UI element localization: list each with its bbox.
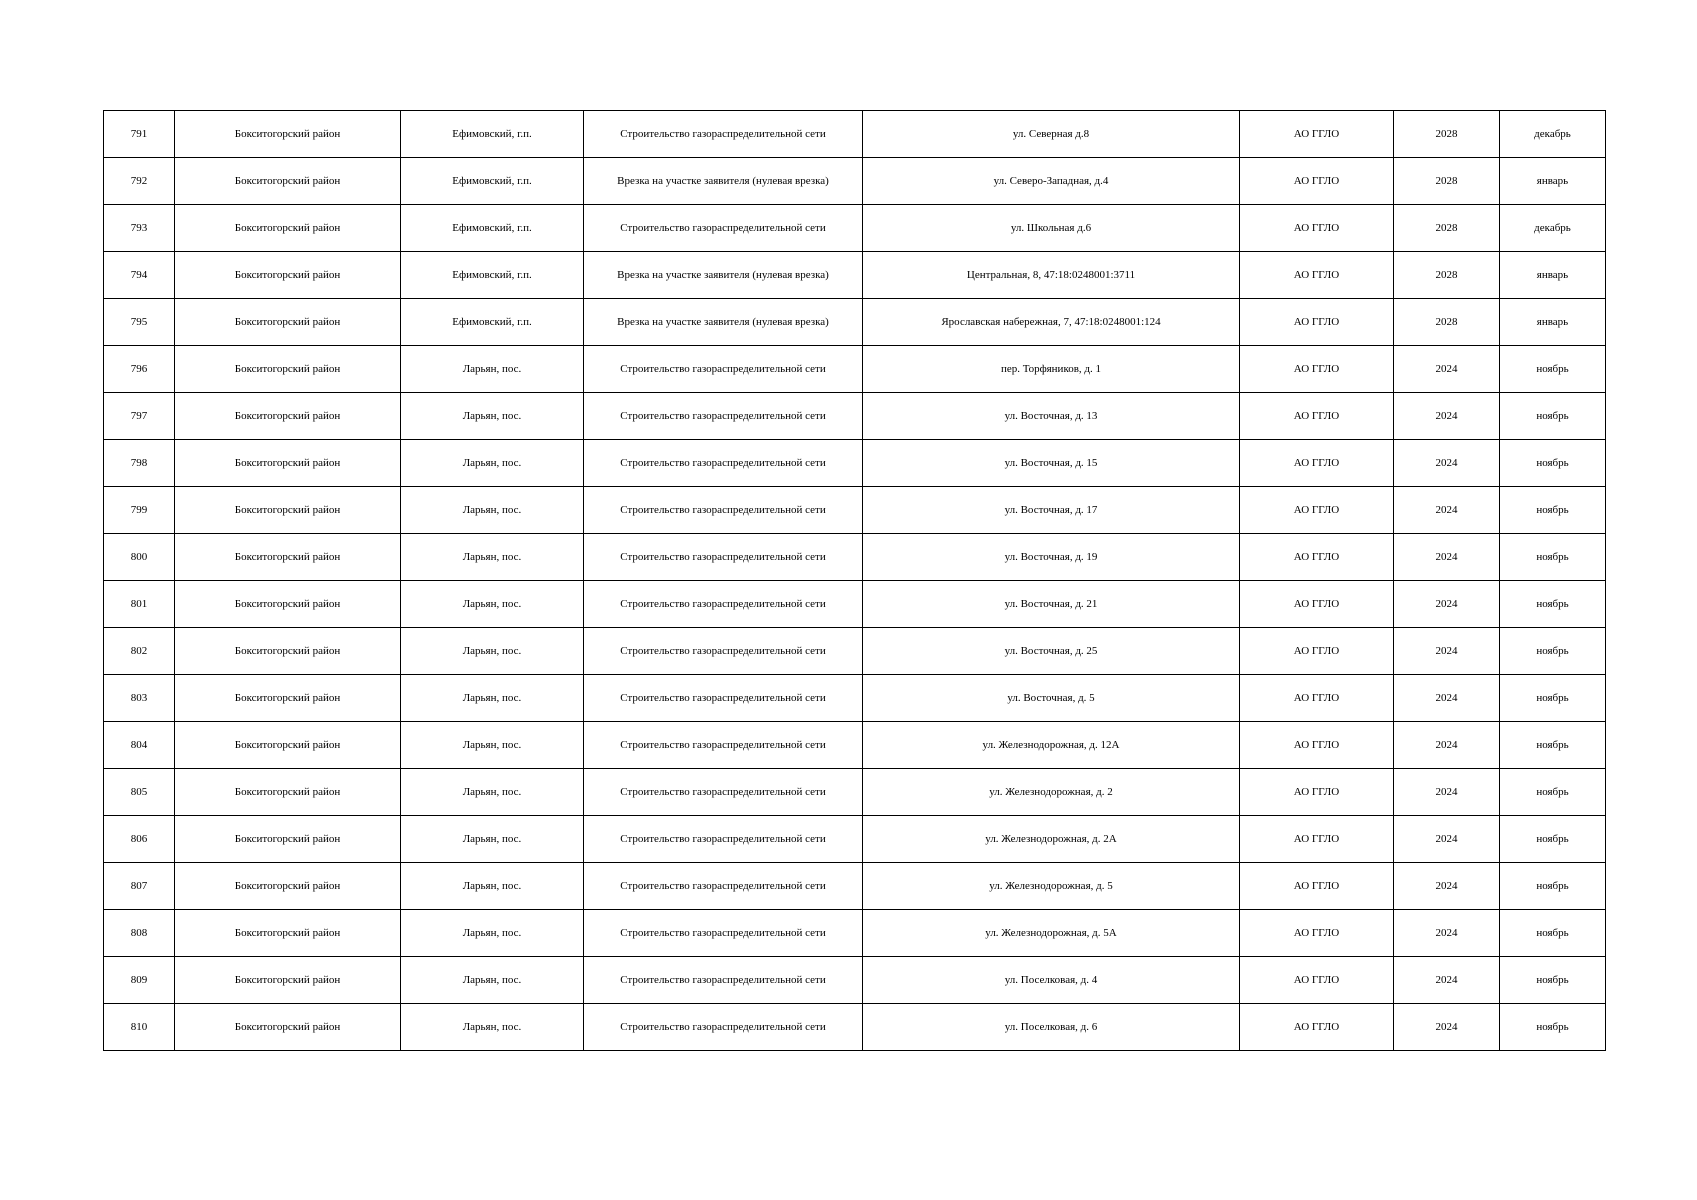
address-cell: ул. Железнодорожная, д. 2 bbox=[863, 769, 1240, 816]
organization-cell: АО ГГЛО bbox=[1240, 581, 1394, 628]
organization-cell: АО ГГЛО bbox=[1240, 158, 1394, 205]
address-cell: ул. Восточная, д. 15 bbox=[863, 440, 1240, 487]
work-type-cell: Строительство газораспределительной сети bbox=[584, 675, 863, 722]
settlement-cell: Ларьян, пос. bbox=[401, 675, 584, 722]
row-number-cell: 799 bbox=[104, 487, 175, 534]
organization-cell: АО ГГЛО bbox=[1240, 252, 1394, 299]
table-row bbox=[104, 910, 1606, 957]
work-type-cell: Врезка на участке заявителя (нулевая врезка) bbox=[584, 299, 863, 346]
work-type-cell: Строительство газораспределительной сети bbox=[584, 440, 863, 487]
address-cell: ул. Восточная, д. 19 bbox=[863, 534, 1240, 581]
table-row bbox=[104, 299, 1606, 346]
settlement-cell: Ларьян, пос. bbox=[401, 487, 584, 534]
row-number-cell: 808 bbox=[104, 910, 175, 957]
table-row bbox=[104, 722, 1606, 769]
organization-cell: АО ГГЛО bbox=[1240, 111, 1394, 158]
table-row bbox=[104, 769, 1606, 816]
settlement-cell: Ларьян, пос. bbox=[401, 722, 584, 769]
year-cell: 2028 bbox=[1394, 158, 1500, 205]
year-cell: 2024 bbox=[1394, 957, 1500, 1004]
work-type-cell: Строительство газораспределительной сети bbox=[584, 205, 863, 252]
month-cell: ноябрь bbox=[1500, 628, 1606, 675]
settlement-cell: Ефимовский, г.п. bbox=[401, 205, 584, 252]
district-cell: Бокситогорский район bbox=[175, 440, 401, 487]
district-cell: Бокситогорский район bbox=[175, 910, 401, 957]
organization-cell: АО ГГЛО bbox=[1240, 205, 1394, 252]
organization-cell: АО ГГЛО bbox=[1240, 346, 1394, 393]
work-type-cell: Строительство газораспределительной сети bbox=[584, 769, 863, 816]
settlement-cell: Ларьян, пос. bbox=[401, 910, 584, 957]
address-cell: ул. Поселковая, д. 4 bbox=[863, 957, 1240, 1004]
address-cell: ул. Восточная, д. 21 bbox=[863, 581, 1240, 628]
district-cell: Бокситогорский район bbox=[175, 722, 401, 769]
row-number-cell: 793 bbox=[104, 205, 175, 252]
district-cell: Бокситогорский район bbox=[175, 299, 401, 346]
address-cell: Центральная, 8, 47:18:0248001:3711 bbox=[863, 252, 1240, 299]
table-row bbox=[104, 393, 1606, 440]
settlement-cell: Ларьян, пос. bbox=[401, 628, 584, 675]
organization-cell: АО ГГЛО bbox=[1240, 769, 1394, 816]
row-number-cell: 800 bbox=[104, 534, 175, 581]
table-row bbox=[104, 863, 1606, 910]
work-type-cell: Строительство газораспределительной сети bbox=[584, 910, 863, 957]
month-cell: январь bbox=[1500, 299, 1606, 346]
year-cell: 2024 bbox=[1394, 581, 1500, 628]
address-cell: ул. Восточная, д. 13 bbox=[863, 393, 1240, 440]
organization-cell: АО ГГЛО bbox=[1240, 722, 1394, 769]
table-row bbox=[104, 158, 1606, 205]
work-type-cell: Строительство газораспределительной сети bbox=[584, 534, 863, 581]
district-cell: Бокситогорский район bbox=[175, 393, 401, 440]
work-type-cell: Строительство газораспределительной сети bbox=[584, 628, 863, 675]
settlement-cell: Ефимовский, г.п. bbox=[401, 252, 584, 299]
district-cell: Бокситогорский район bbox=[175, 581, 401, 628]
work-type-cell: Строительство газораспределительной сети bbox=[584, 1004, 863, 1051]
district-cell: Бокситогорский район bbox=[175, 816, 401, 863]
settlement-cell: Ларьян, пос. bbox=[401, 534, 584, 581]
row-number-cell: 792 bbox=[104, 158, 175, 205]
address-cell: ул. Поселковая, д. 6 bbox=[863, 1004, 1240, 1051]
settlement-cell: Ларьян, пос. bbox=[401, 581, 584, 628]
year-cell: 2024 bbox=[1394, 1004, 1500, 1051]
year-cell: 2028 bbox=[1394, 252, 1500, 299]
month-cell: ноябрь bbox=[1500, 863, 1606, 910]
month-cell: ноябрь bbox=[1500, 534, 1606, 581]
address-cell: ул. Железнодорожная, д. 12А bbox=[863, 722, 1240, 769]
row-number-cell: 796 bbox=[104, 346, 175, 393]
year-cell: 2024 bbox=[1394, 534, 1500, 581]
year-cell: 2024 bbox=[1394, 346, 1500, 393]
organization-cell: АО ГГЛО bbox=[1240, 863, 1394, 910]
work-type-cell: Строительство газораспределительной сети bbox=[584, 487, 863, 534]
settlement-cell: Ларьян, пос. bbox=[401, 346, 584, 393]
table-row bbox=[104, 111, 1606, 158]
district-cell: Бокситогорский район bbox=[175, 158, 401, 205]
table-row bbox=[104, 1004, 1606, 1051]
table-row bbox=[104, 487, 1606, 534]
organization-cell: АО ГГЛО bbox=[1240, 675, 1394, 722]
gasification-table bbox=[103, 110, 1606, 1051]
address-cell: ул. Северная д.8 bbox=[863, 111, 1240, 158]
year-cell: 2024 bbox=[1394, 487, 1500, 534]
address-cell: ул. Железнодорожная, д. 5 bbox=[863, 863, 1240, 910]
month-cell: ноябрь bbox=[1500, 957, 1606, 1004]
row-number-cell: 807 bbox=[104, 863, 175, 910]
organization-cell: АО ГГЛО bbox=[1240, 816, 1394, 863]
year-cell: 2024 bbox=[1394, 769, 1500, 816]
month-cell: ноябрь bbox=[1500, 769, 1606, 816]
year-cell: 2028 bbox=[1394, 299, 1500, 346]
month-cell: декабрь bbox=[1500, 111, 1606, 158]
address-cell: Ярославская набережная, 7, 47:18:0248001:124 bbox=[863, 299, 1240, 346]
table-row bbox=[104, 675, 1606, 722]
row-number-cell: 806 bbox=[104, 816, 175, 863]
month-cell: ноябрь bbox=[1500, 581, 1606, 628]
year-cell: 2024 bbox=[1394, 910, 1500, 957]
table-row bbox=[104, 440, 1606, 487]
district-cell: Бокситогорский район bbox=[175, 487, 401, 534]
district-cell: Бокситогорский район bbox=[175, 534, 401, 581]
month-cell: ноябрь bbox=[1500, 487, 1606, 534]
table-row bbox=[104, 205, 1606, 252]
settlement-cell: Ларьян, пос. bbox=[401, 1004, 584, 1051]
district-cell: Бокситогорский район bbox=[175, 346, 401, 393]
organization-cell: АО ГГЛО bbox=[1240, 299, 1394, 346]
year-cell: 2024 bbox=[1394, 628, 1500, 675]
settlement-cell: Ефимовский, г.п. bbox=[401, 158, 584, 205]
district-cell: Бокситогорский район bbox=[175, 675, 401, 722]
organization-cell: АО ГГЛО bbox=[1240, 1004, 1394, 1051]
table-row bbox=[104, 534, 1606, 581]
row-number-cell: 791 bbox=[104, 111, 175, 158]
organization-cell: АО ГГЛО bbox=[1240, 628, 1394, 675]
row-number-cell: 804 bbox=[104, 722, 175, 769]
year-cell: 2024 bbox=[1394, 675, 1500, 722]
settlement-cell: Ларьян, пос. bbox=[401, 957, 584, 1004]
work-type-cell: Врезка на участке заявителя (нулевая врезка) bbox=[584, 252, 863, 299]
work-type-cell: Строительство газораспределительной сети bbox=[584, 111, 863, 158]
address-cell: ул. Железнодорожная, д. 5А bbox=[863, 910, 1240, 957]
month-cell: ноябрь bbox=[1500, 675, 1606, 722]
year-cell: 2024 bbox=[1394, 816, 1500, 863]
address-cell: ул. Восточная, д. 17 bbox=[863, 487, 1240, 534]
settlement-cell: Ефимовский, г.п. bbox=[401, 111, 584, 158]
district-cell: Бокситогорский район bbox=[175, 769, 401, 816]
month-cell: ноябрь bbox=[1500, 393, 1606, 440]
table-row bbox=[104, 816, 1606, 863]
month-cell: ноябрь bbox=[1500, 440, 1606, 487]
work-type-cell: Строительство газораспределительной сети bbox=[584, 393, 863, 440]
settlement-cell: Ларьян, пос. bbox=[401, 440, 584, 487]
work-type-cell: Строительство газораспределительной сети bbox=[584, 957, 863, 1004]
settlement-cell: Ларьян, пос. bbox=[401, 769, 584, 816]
row-number-cell: 805 bbox=[104, 769, 175, 816]
address-cell: ул. Восточная, д. 5 bbox=[863, 675, 1240, 722]
settlement-cell: Ларьян, пос. bbox=[401, 863, 584, 910]
work-type-cell: Врезка на участке заявителя (нулевая врезка) bbox=[584, 158, 863, 205]
organization-cell: АО ГГЛО bbox=[1240, 910, 1394, 957]
year-cell: 2028 bbox=[1394, 111, 1500, 158]
row-number-cell: 802 bbox=[104, 628, 175, 675]
table-row bbox=[104, 252, 1606, 299]
year-cell: 2024 bbox=[1394, 393, 1500, 440]
address-cell: ул. Северо-Западная, д.4 bbox=[863, 158, 1240, 205]
district-cell: Бокситогорский район bbox=[175, 1004, 401, 1051]
organization-cell: АО ГГЛО bbox=[1240, 487, 1394, 534]
month-cell: ноябрь bbox=[1500, 346, 1606, 393]
row-number-cell: 810 bbox=[104, 1004, 175, 1051]
month-cell: январь bbox=[1500, 252, 1606, 299]
row-number-cell: 801 bbox=[104, 581, 175, 628]
year-cell: 2028 bbox=[1394, 205, 1500, 252]
year-cell: 2024 bbox=[1394, 722, 1500, 769]
settlement-cell: Ларьян, пос. bbox=[401, 816, 584, 863]
table-row bbox=[104, 957, 1606, 1004]
table-row bbox=[104, 581, 1606, 628]
row-number-cell: 809 bbox=[104, 957, 175, 1004]
organization-cell: АО ГГЛО bbox=[1240, 957, 1394, 1004]
year-cell: 2024 bbox=[1394, 863, 1500, 910]
row-number-cell: 797 bbox=[104, 393, 175, 440]
work-type-cell: Строительство газораспределительной сети bbox=[584, 346, 863, 393]
table-row bbox=[104, 346, 1606, 393]
organization-cell: АО ГГЛО bbox=[1240, 393, 1394, 440]
district-cell: Бокситогорский район bbox=[175, 111, 401, 158]
work-type-cell: Строительство газораспределительной сети bbox=[584, 722, 863, 769]
month-cell: декабрь bbox=[1500, 205, 1606, 252]
row-number-cell: 795 bbox=[104, 299, 175, 346]
organization-cell: АО ГГЛО bbox=[1240, 534, 1394, 581]
address-cell: ул. Восточная, д. 25 bbox=[863, 628, 1240, 675]
row-number-cell: 798 bbox=[104, 440, 175, 487]
month-cell: ноябрь bbox=[1500, 1004, 1606, 1051]
work-type-cell: Строительство газораспределительной сети bbox=[584, 816, 863, 863]
work-type-cell: Строительство газораспределительной сети bbox=[584, 581, 863, 628]
address-cell: ул. Школьная д.6 bbox=[863, 205, 1240, 252]
organization-cell: АО ГГЛО bbox=[1240, 440, 1394, 487]
address-cell: ул. Железнодорожная, д. 2А bbox=[863, 816, 1240, 863]
month-cell: ноябрь bbox=[1500, 816, 1606, 863]
district-cell: Бокситогорский район bbox=[175, 957, 401, 1004]
district-cell: Бокситогорский район bbox=[175, 252, 401, 299]
month-cell: ноябрь bbox=[1500, 910, 1606, 957]
month-cell: ноябрь bbox=[1500, 722, 1606, 769]
district-cell: Бокситогорский район bbox=[175, 205, 401, 252]
district-cell: Бокситогорский район bbox=[175, 628, 401, 675]
settlement-cell: Ларьян, пос. bbox=[401, 393, 584, 440]
row-number-cell: 803 bbox=[104, 675, 175, 722]
row-number-cell: 794 bbox=[104, 252, 175, 299]
table-body bbox=[104, 111, 1606, 1051]
work-type-cell: Строительство газораспределительной сети bbox=[584, 863, 863, 910]
month-cell: январь bbox=[1500, 158, 1606, 205]
table-row bbox=[104, 628, 1606, 675]
year-cell: 2024 bbox=[1394, 440, 1500, 487]
district-cell: Бокситогорский район bbox=[175, 863, 401, 910]
settlement-cell: Ефимовский, г.п. bbox=[401, 299, 584, 346]
address-cell: пер. Торфяников, д. 1 bbox=[863, 346, 1240, 393]
